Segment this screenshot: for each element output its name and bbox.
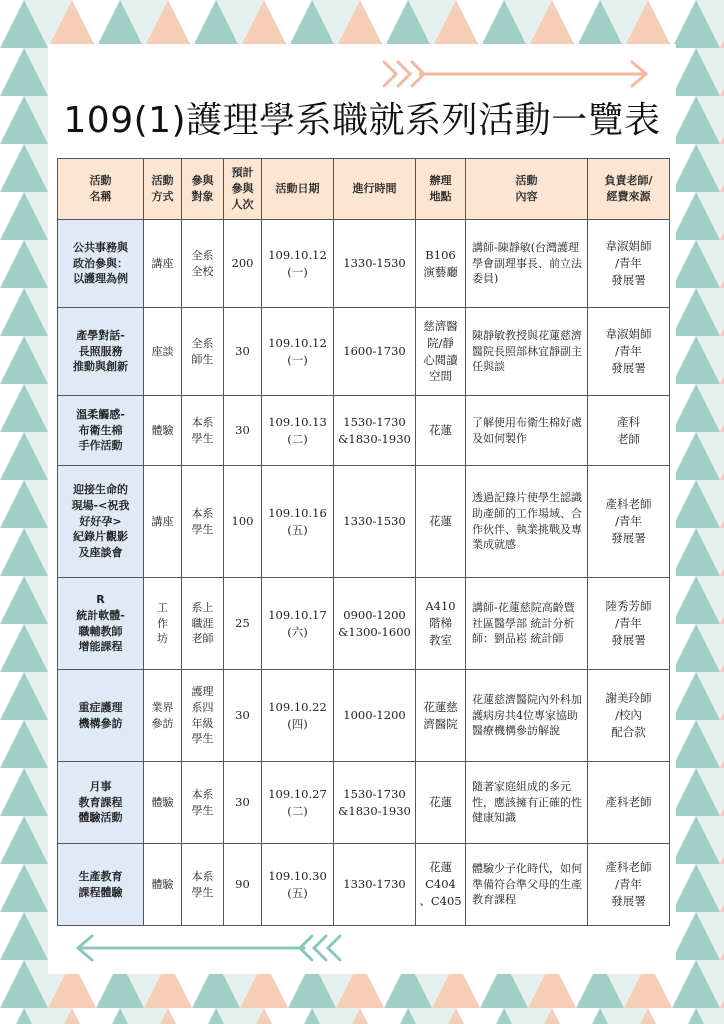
activity-content: 隨著家庭組成的多元性，應該擁有正確的性健康知識 bbox=[466, 762, 588, 844]
activity-teacher: 產科老師 /青年 發展署 bbox=[588, 844, 670, 926]
activity-time: 1600-1730 bbox=[334, 308, 416, 396]
activity-teacher: 韋淑娟師 /青年 發展署 bbox=[588, 308, 670, 396]
activity-place: B106 演藝廳 bbox=[416, 220, 466, 308]
table-header-row bbox=[58, 159, 670, 220]
activity-date: 109.10.12 (一) bbox=[262, 220, 334, 308]
header-time: 進行時間 bbox=[334, 159, 416, 220]
header-expected-count: 預計 參與 人次 bbox=[224, 159, 262, 220]
activity-teacher: 謝美玲師 /校內 配合款 bbox=[588, 670, 670, 762]
activity-name: 公共事務與 政治參與： 以護理為例 bbox=[58, 220, 144, 308]
activity-count: 30 bbox=[224, 396, 262, 466]
activity-time: 1530-1730 &1830-1930 bbox=[334, 396, 416, 466]
activity-audience: 全系 師生 bbox=[182, 308, 224, 396]
activity-place: 花蓮 bbox=[416, 466, 466, 578]
activity-audience: 本系 學生 bbox=[182, 396, 224, 466]
activity-content: 講師-陳靜敏(台灣護理學會副理事長、前立法委員) bbox=[466, 220, 588, 308]
activity-count: 25 bbox=[224, 578, 262, 670]
left-arrow-icon bbox=[72, 930, 344, 966]
activity-method: 體驗 bbox=[144, 844, 182, 926]
activity-place: A410 階梯 教室 bbox=[416, 578, 466, 670]
activity-time: 1330-1530 bbox=[334, 466, 416, 578]
right-arrow-icon bbox=[380, 56, 652, 92]
activity-teacher: 陸秀芳師 /青年 發展署 bbox=[588, 578, 670, 670]
activity-date: 109.10.17 (六) bbox=[262, 578, 334, 670]
activity-method: 座談 bbox=[144, 308, 182, 396]
activity-place: 花蓮 C404 、C405 bbox=[416, 844, 466, 926]
header-audience: 參與 對象 bbox=[182, 159, 224, 220]
activity-audience: 本系 學生 bbox=[182, 762, 224, 844]
activity-time: 1330-1730 bbox=[334, 844, 416, 926]
activity-name: 溫柔觸感- 布衛生棉 手作活動 bbox=[58, 396, 144, 466]
activity-content: 了解使用布衛生棉好處及如何製作 bbox=[466, 396, 588, 466]
activity-method: 工 作 坊 bbox=[144, 578, 182, 670]
activity-name: 重症護理 機構參訪 bbox=[58, 670, 144, 762]
activity-audience: 本系 學生 bbox=[182, 466, 224, 578]
table-row bbox=[58, 578, 670, 670]
activity-date: 109.10.13 (二) bbox=[262, 396, 334, 466]
activity-content: 講師-花蓮慈院高齡暨社區醫學部 統計分析師：劉品崧 統計師 bbox=[466, 578, 588, 670]
activity-name: R 統計軟體- 職輔教師 增能課程 bbox=[58, 578, 144, 670]
activity-schedule-table bbox=[57, 158, 670, 926]
activity-count: 200 bbox=[224, 220, 262, 308]
activity-place: 花蓮 bbox=[416, 396, 466, 466]
activity-count: 30 bbox=[224, 308, 262, 396]
activity-teacher: 韋淑娟師 /青年 發展署 bbox=[588, 220, 670, 308]
activity-content: 透過記錄片使學生認識助產師的工作場域、合作伙伴、執業挑戰及專業成就感 bbox=[466, 466, 588, 578]
activity-teacher: 產科老師 bbox=[588, 762, 670, 844]
table-row bbox=[58, 396, 670, 466]
activity-name: 迎接生命的 現場-<祝我 好好孕> 紀錄片觀影 及座談會 bbox=[58, 466, 144, 578]
activity-date: 109.10.12 (一) bbox=[262, 308, 334, 396]
activity-audience: 本系 學生 bbox=[182, 844, 224, 926]
activity-time: 1530-1730 &1830-1930 bbox=[334, 762, 416, 844]
activity-count: 90 bbox=[224, 844, 262, 926]
activity-teacher: 產科 老師 bbox=[588, 396, 670, 466]
header-date: 活動日期 bbox=[262, 159, 334, 220]
activity-count: 30 bbox=[224, 762, 262, 844]
activity-place: 花蓮 bbox=[416, 762, 466, 844]
activity-content: 花蓮慈濟醫院內外科加護病房共4位專家協助醫療機構參訪解說 bbox=[466, 670, 588, 762]
activity-count: 100 bbox=[224, 466, 262, 578]
activity-method: 講座 bbox=[144, 220, 182, 308]
header-place: 辦理 地點 bbox=[416, 159, 466, 220]
activity-time: 1000-1200 bbox=[334, 670, 416, 762]
activity-name: 月事 教育課程 體驗活動 bbox=[58, 762, 144, 844]
activity-teacher: 產科老師 /青年 發展署 bbox=[588, 466, 670, 578]
header-method: 活動 方式 bbox=[144, 159, 182, 220]
table-row bbox=[58, 220, 670, 308]
activity-place: 花蓮慈 濟醫院 bbox=[416, 670, 466, 762]
activity-time: 0900-1200 &1300-1600 bbox=[334, 578, 416, 670]
activity-content: 陳靜敏教授與花蓮慈濟醫院長照部林宜靜副主任與談 bbox=[466, 308, 588, 396]
header-content: 活動 內容 bbox=[466, 159, 588, 220]
activity-name: 生產教育 課程體驗 bbox=[58, 844, 144, 926]
header-activity-name: 活動 名稱 bbox=[58, 159, 144, 220]
activity-date: 109.10.16 (五) bbox=[262, 466, 334, 578]
activity-name: 產學對話- 長照服務 推動與創新 bbox=[58, 308, 144, 396]
table-row bbox=[58, 466, 670, 578]
activity-count: 30 bbox=[224, 670, 262, 762]
activity-time: 1330-1530 bbox=[334, 220, 416, 308]
header-teacher-funding: 負責老師/ 經費來源 bbox=[588, 159, 670, 220]
activity-method: 業界 參訪 bbox=[144, 670, 182, 762]
table-row bbox=[58, 670, 670, 762]
page-title: 109(1)護理學系職就系列活動一覽表 bbox=[63, 100, 661, 141]
activity-content: 體驗少子化時代，如何準備符合準父母的生產教育課程 bbox=[466, 844, 588, 926]
activity-date: 109.10.22 (四) bbox=[262, 670, 334, 762]
activity-audience: 全系 全校 bbox=[182, 220, 224, 308]
activity-date: 109.10.27 (二) bbox=[262, 762, 334, 844]
activity-place: 慈濟醫 院/靜 心閱讀 空間 bbox=[416, 308, 466, 396]
activity-method: 體驗 bbox=[144, 396, 182, 466]
activity-date: 109.10.30 (五) bbox=[262, 844, 334, 926]
activity-audience: 系上 職涯 老師 bbox=[182, 578, 224, 670]
activity-method: 講座 bbox=[144, 466, 182, 578]
activity-audience: 護理 系四 年級 學生 bbox=[182, 670, 224, 762]
table-row bbox=[58, 308, 670, 396]
table-row bbox=[58, 762, 670, 844]
activity-method: 體驗 bbox=[144, 762, 182, 844]
table-row bbox=[58, 844, 670, 926]
